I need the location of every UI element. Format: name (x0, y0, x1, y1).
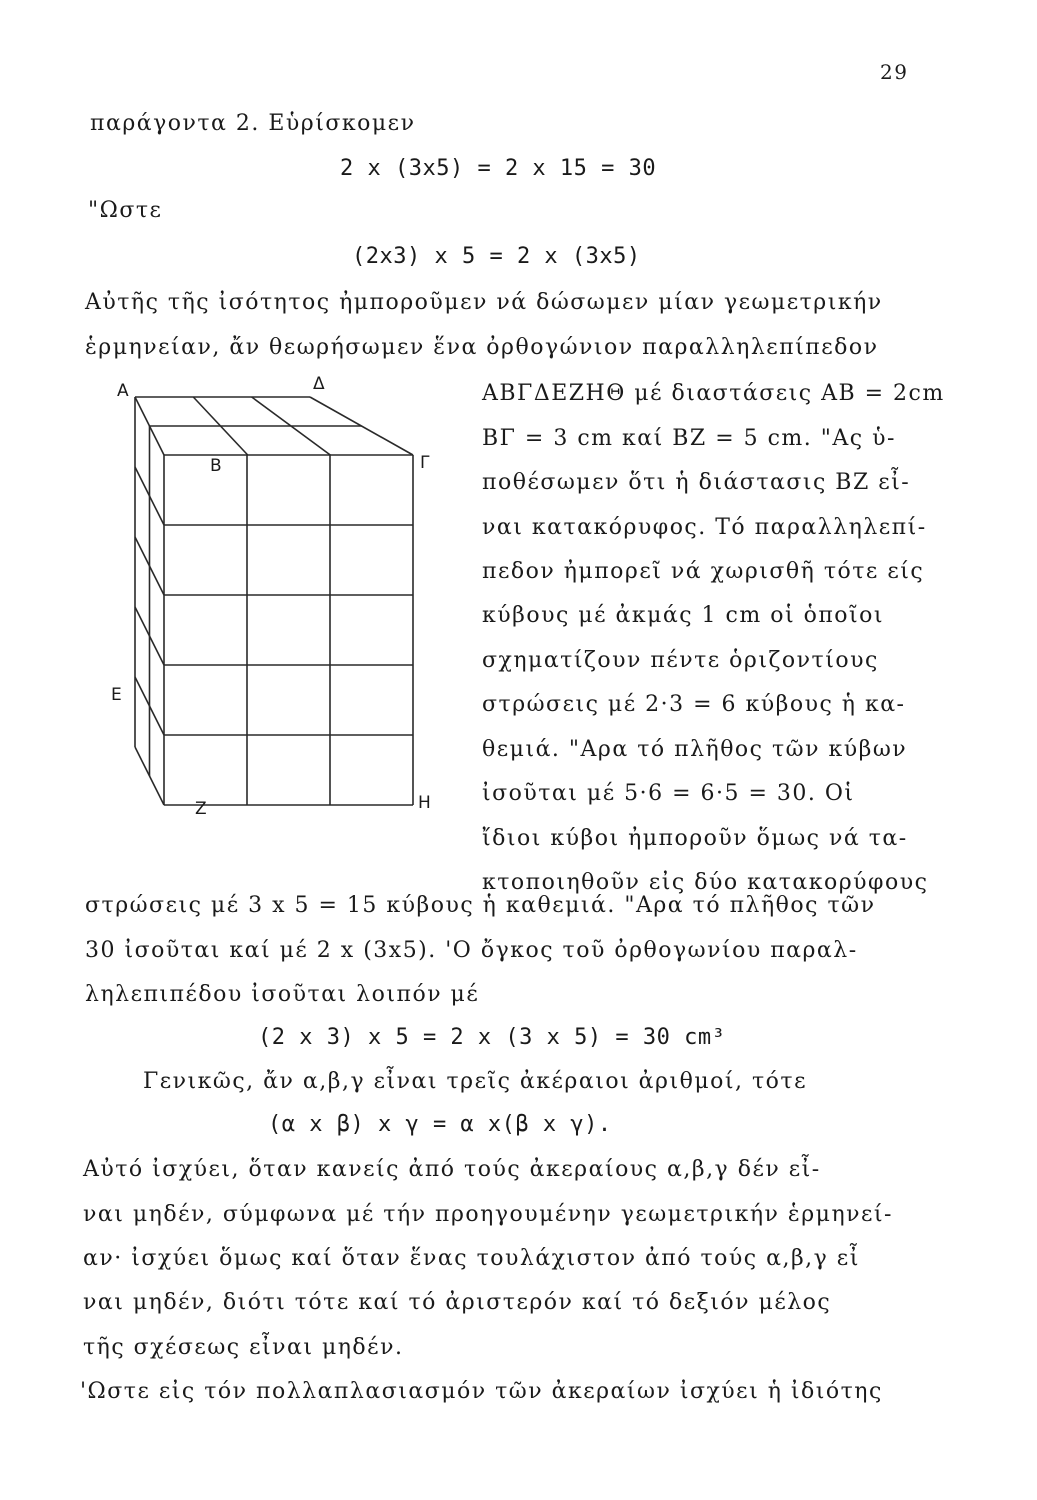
text-line: κτοποιηθοῦν εἰς δύο κατακορύφους (482, 870, 929, 895)
text-line: Γενικῶς, ἄν α,β,γ εἶναι τρεῖς ἀκέραιοι ἀριθμοί, τότε (143, 1069, 807, 1094)
text-line: πεδον ἠμπορεῖ νά χωρισθῆ τότε είς (482, 559, 925, 584)
vertex-label-b: B (210, 456, 222, 476)
text-line: Αὐτό ἰσχύει, ὅταν κανείς ἀπό τούς ἀκεραίους α,β,γ δέν εἶ- (83, 1157, 821, 1182)
equation: (α x β) x γ = α x(β x γ). (268, 1112, 612, 1137)
text-line: "Ωστε (88, 198, 163, 223)
text-line: σχηματίζουν πέντε ὁριζοντίους (482, 648, 879, 673)
text-line: ΒΓ = 3 cm καί ΒΖ = 5 cm. "Ας ὑ- (482, 426, 896, 451)
text-line: Αὐτῆς τῆς ἰσότητος ἠμποροῦμεν νά δώσωμεν μίαν γεωμετρικήν (85, 290, 883, 315)
vertex-label-d: Δ (313, 374, 325, 394)
equation: 2 x (3x5) = 2 x 15 = 30 (340, 156, 657, 181)
text-line: στρώσεις μέ 3 x 5 = 15 κύβους ἡ καθεμιά. "Αρα τό πλῆθος τῶν (85, 893, 876, 918)
text-line: ναι μηδέν, διότι τότε καί τό ἀριστερόν καί τό δεξιόν μέλος (83, 1290, 832, 1315)
equation: (2 x 3) x 5 = 2 x (3 x 5) = 30 cm³ (258, 1025, 726, 1050)
text-line: ποθέσωμεν ὅτι ἡ διάστασις ΒΖ εἶ- (482, 470, 911, 495)
text-line: ἰσοῦται μέ 5·6 = 6·5 = 30. Οἱ (482, 781, 855, 806)
text-line: τῆς σχέσεως εἶναι μηδέν. (83, 1335, 404, 1360)
text-line: θεμιά. "Αρα τό πλῆθος τῶν κύβων (482, 737, 908, 762)
text-line: κύβους μέ ἀκμάς 1 cm οἱ ὁποῖοι (482, 603, 885, 628)
cuboid-figure (100, 370, 430, 820)
vertex-label-e: E (111, 685, 122, 705)
text-line: ἑρμηνείαν, ἄν θεωρήσωμεν ἕνα ὀρθογώνιον παραλληλεπίπεδον (85, 335, 879, 360)
vertex-label-g: Γ (420, 453, 430, 473)
vertex-label-a: A (117, 381, 129, 401)
text-line: 'Ωστε εἰς τόν πολλαπλασιασμόν τῶν ἀκεραίων ἰσχύει ἡ ἰδιότης (80, 1379, 883, 1404)
vertex-label-z: Z (195, 799, 207, 819)
text-line: ΑΒΓΔΕΖΗΘ μέ διαστάσεις ΑΒ = 2cm (482, 381, 945, 406)
text-line: αν· ἰσχύει ὅμως καί ὅταν ἕνας τουλάχιστον ἀπό τούς α,β,γ εἶ (83, 1246, 860, 1271)
text-line: 30 ἰσοῦται καί μέ 2 x (3x5). 'Ο ὄγκος τοῦ ὀρθογωνίου παραλ- (85, 938, 858, 963)
cuboid-edges (135, 397, 413, 805)
text-line: ναι κατακόρυφος. Τό παραλληλεπί- (482, 515, 927, 540)
text-line: παράγοντα 2. Εὑρίσκομεν (90, 111, 416, 136)
text-line: στρώσεις μέ 2·3 = 6 κύβους ἡ κα- (482, 692, 906, 717)
vertex-label-h: H (418, 793, 431, 813)
text-line: ναι μηδέν, σύμφωνα μέ τήν προηγουμένην γεωμετρικήν ἑρμηνεί- (83, 1202, 893, 1227)
page-number: 29 (880, 60, 909, 84)
equation: (2x3) x 5 = 2 x (3x5) (352, 244, 641, 269)
text-line: ἴδιοι κύβοι ἠμποροῦν ὅμως νά τα- (482, 826, 908, 851)
text-line: ληλεπιπέδου ἰσοῦται λοιπόν μέ (85, 982, 480, 1007)
